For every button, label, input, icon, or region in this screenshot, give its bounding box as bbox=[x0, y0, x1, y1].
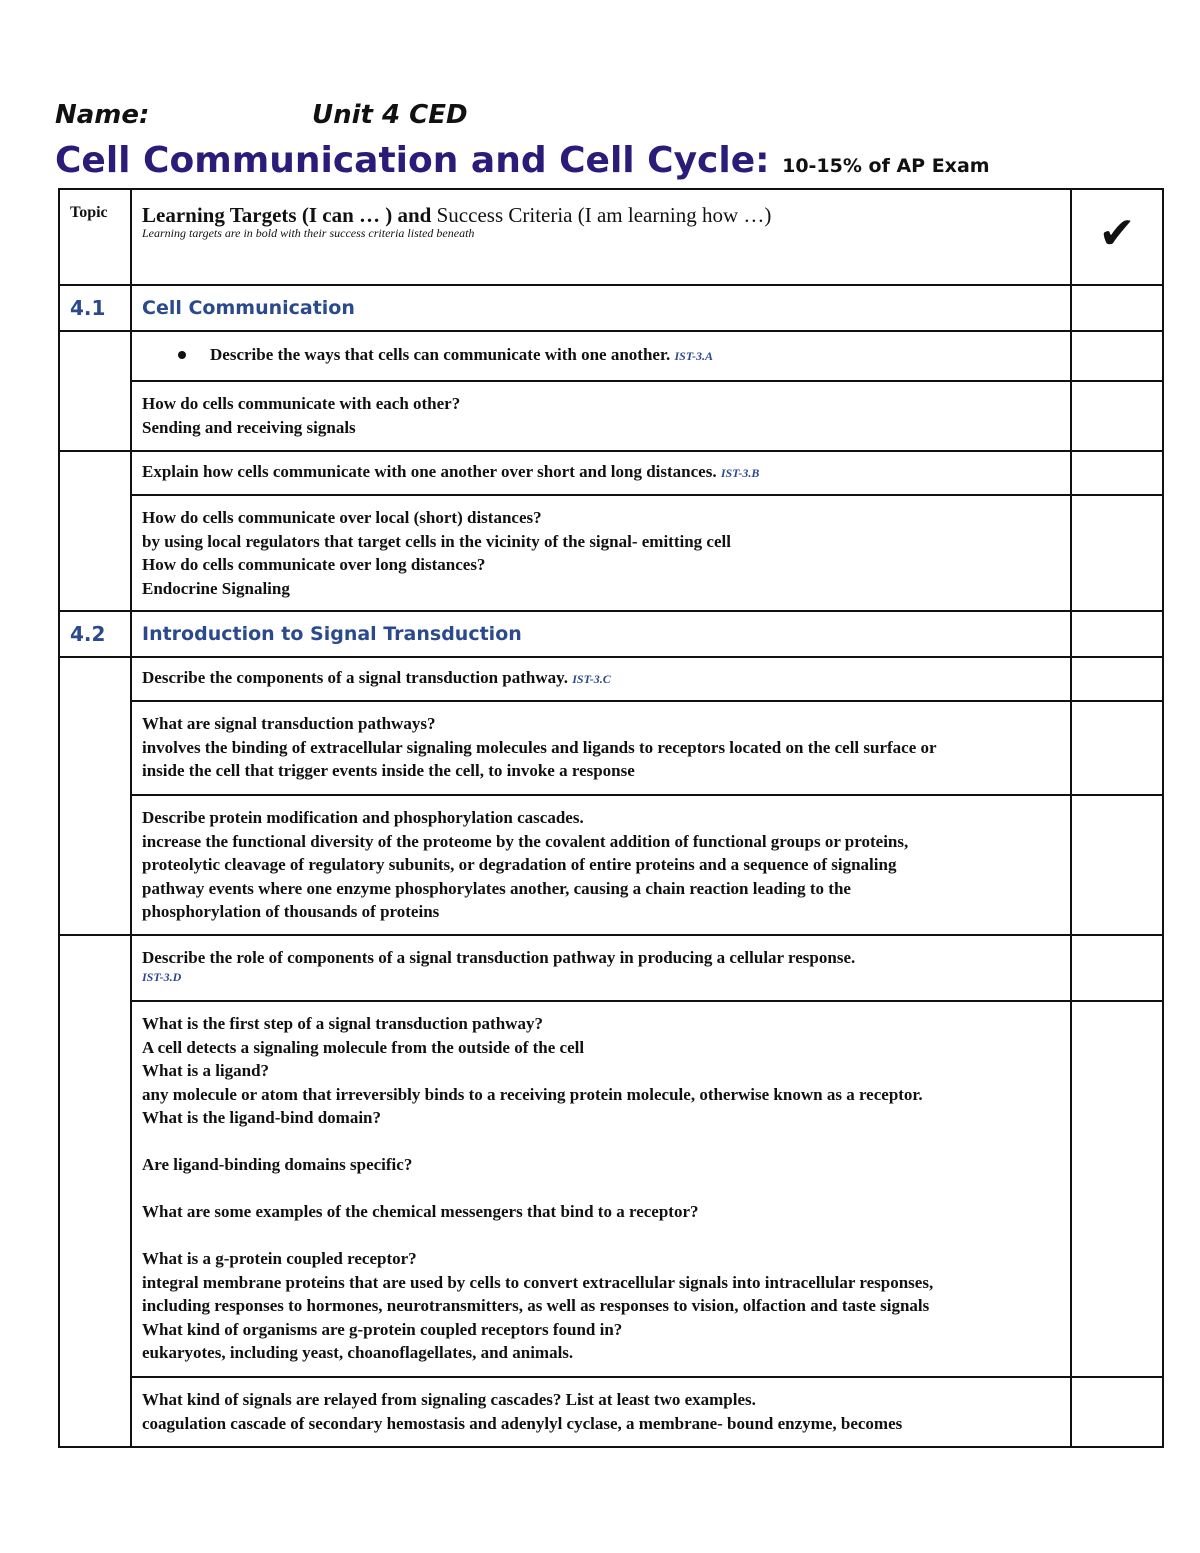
check-cell[interactable] bbox=[1071, 381, 1163, 451]
criteria-line: integral membrane proteins that are used by cells to convert extracellular signals into intracellular responses, bbox=[142, 1272, 934, 1292]
topic-cell bbox=[59, 657, 131, 935]
page-title bbox=[55, 140, 990, 181]
criteria-row bbox=[59, 495, 1163, 611]
check-cell[interactable] bbox=[1071, 495, 1163, 611]
criteria-line: by using local regulators that target cells in the vicinity of the signal- emitting cell bbox=[142, 531, 731, 551]
criteria-line: proteolytic cleavage of regulatory subunits, or degradation of entire proteins and a sequence of signaling bbox=[142, 855, 897, 874]
criteria-line: Are ligand-binding domains specific? bbox=[142, 1155, 413, 1174]
criteria-line: What kind of signals are relayed from signaling cascades? List at least two examples. bbox=[142, 1390, 756, 1409]
learning-target bbox=[131, 331, 1071, 381]
title-text: Cell Communication and Cell Cycle: bbox=[55, 140, 770, 181]
standard-code: IST-3.B bbox=[720, 466, 760, 481]
criteria-row bbox=[59, 795, 1163, 935]
check-cell[interactable] bbox=[1071, 331, 1163, 381]
standard-code: IST-3.A bbox=[674, 349, 714, 364]
check-cell[interactable] bbox=[1071, 611, 1163, 657]
criteria-line: What is the first step of a signal transduction pathway? bbox=[142, 1014, 543, 1033]
check-cell[interactable] bbox=[1071, 285, 1163, 331]
criteria-line: inside the cell that trigger events inside the cell, to invoke a response bbox=[142, 761, 635, 780]
section-number: 4.2 bbox=[59, 611, 131, 657]
check-cell[interactable] bbox=[1071, 1377, 1163, 1447]
learning-target bbox=[131, 451, 1071, 495]
criteria-row bbox=[59, 701, 1163, 795]
success-criteria bbox=[131, 381, 1071, 451]
standard-code: IST-3.D bbox=[142, 969, 182, 984]
criteria-line: Endocrine Signaling bbox=[142, 578, 290, 598]
criteria-line: Describe protein modification and phosphorylation cascades. bbox=[142, 808, 584, 827]
criteria-line: any molecule or atom that irreversibly binds to a receiving protein molecule, otherwise known as a receptor. bbox=[142, 1084, 923, 1104]
lt-plain: Success Criteria (I am learning how …) bbox=[436, 203, 772, 227]
check-cell[interactable] bbox=[1071, 451, 1163, 495]
section-number: 4.1 bbox=[59, 285, 131, 331]
target-row bbox=[59, 331, 1163, 381]
success-criteria bbox=[131, 1377, 1071, 1447]
check-cell[interactable] bbox=[1071, 657, 1163, 701]
section-title: Cell Communication bbox=[131, 285, 1071, 331]
topic-cell bbox=[59, 935, 131, 1447]
check-cell[interactable] bbox=[1071, 795, 1163, 935]
learning-targets-table bbox=[58, 188, 1164, 1448]
criteria-row bbox=[59, 381, 1163, 451]
criteria-line: eukaryotes, including yeast, choanoflagellates, and animals. bbox=[142, 1343, 574, 1362]
criteria-line: What are signal transduction pathways? bbox=[142, 714, 436, 733]
blank-line bbox=[142, 1224, 1060, 1248]
learning-targets-header bbox=[131, 189, 1071, 285]
criteria-line: A cell detects a signaling molecule from the outside of the cell bbox=[142, 1037, 585, 1057]
lt-bold: Learning Targets (I can … ) and bbox=[142, 203, 437, 227]
target-text: Describe the components of a signal transduction pathway. bbox=[142, 668, 568, 688]
target-text: Describe the ways that cells can communicate with one another. bbox=[210, 345, 671, 365]
check-cell[interactable] bbox=[1071, 935, 1163, 1001]
success-criteria bbox=[131, 795, 1071, 935]
criteria-line: How do cells communicate over local (short) distances? bbox=[142, 508, 542, 527]
section-row-4-2 bbox=[59, 611, 1163, 657]
exam-weight: 10-15% of AP Exam bbox=[782, 155, 990, 177]
target-row bbox=[59, 657, 1163, 701]
bullet-icon bbox=[178, 351, 186, 359]
criteria-row bbox=[59, 1377, 1163, 1447]
criteria-line: What are some examples of the chemical messengers that bind to a receptor? bbox=[142, 1202, 699, 1221]
criteria-line: What kind of organisms are g-protein coupled receptors found in? bbox=[142, 1319, 623, 1339]
check-cell[interactable] bbox=[1071, 1001, 1163, 1377]
criteria-line: How do cells communicate with each other? bbox=[142, 394, 461, 413]
topic-header: Topic bbox=[59, 189, 131, 285]
criteria-line: increase the functional diversity of the proteome by the covalent addition of functional groups or proteins, bbox=[142, 831, 909, 851]
learning-target bbox=[131, 935, 1071, 1001]
criteria-line: What is a g-protein coupled receptor? bbox=[142, 1249, 417, 1268]
criteria-line: involves the binding of extracellular signaling molecules and ligands to receptors located on the cell surface or bbox=[142, 737, 937, 757]
check-cell[interactable] bbox=[1071, 701, 1163, 795]
table-header-row bbox=[59, 189, 1163, 285]
criteria-line: How do cells communicate over long distances? bbox=[142, 555, 486, 574]
unit-label: Unit 4 CED bbox=[312, 100, 468, 130]
criteria-line: Sending and receiving signals bbox=[142, 417, 356, 437]
success-criteria bbox=[131, 1001, 1071, 1377]
topic-cell bbox=[59, 451, 131, 611]
criteria-line: What is the ligand-bind domain? bbox=[142, 1108, 382, 1127]
standard-code: IST-3.C bbox=[572, 672, 611, 687]
section-title: Introduction to Signal Transduction bbox=[131, 611, 1071, 657]
criteria-line: pathway events where one enzyme phosphorylates another, causing a chain reaction leading to the bbox=[142, 878, 851, 898]
blank-line bbox=[142, 1130, 1060, 1154]
blank-line bbox=[142, 1177, 1060, 1201]
learning-target bbox=[131, 657, 1071, 701]
section-row-4-1 bbox=[59, 285, 1163, 331]
lt-note: Learning targets are in bold with their success criteria listed beneath bbox=[142, 226, 475, 240]
criteria-line: coagulation cascade of secondary hemostasis and adenylyl cyclase, a membrane- bound enzyme, becomes bbox=[142, 1413, 903, 1433]
criteria-row bbox=[59, 1001, 1163, 1377]
target-row bbox=[59, 935, 1163, 1001]
name-label: Name: bbox=[55, 100, 150, 130]
check-mark-icon: ✔ bbox=[1071, 189, 1163, 285]
topic-cell bbox=[59, 331, 131, 451]
success-criteria bbox=[131, 495, 1071, 611]
criteria-line: including responses to hormones, neurotransmitters, as well as responses to vision, olfaction and taste signals bbox=[142, 1296, 930, 1315]
target-text: Describe the role of components of a signal transduction pathway in producing a cellular response. bbox=[142, 948, 856, 967]
success-criteria bbox=[131, 701, 1071, 795]
criteria-line: What is a ligand? bbox=[142, 1061, 270, 1080]
target-row bbox=[59, 451, 1163, 495]
criteria-line: phosphorylation of thousands of proteins bbox=[142, 902, 440, 921]
target-text: Explain how cells communicate with one another over short and long distances. bbox=[142, 462, 717, 482]
